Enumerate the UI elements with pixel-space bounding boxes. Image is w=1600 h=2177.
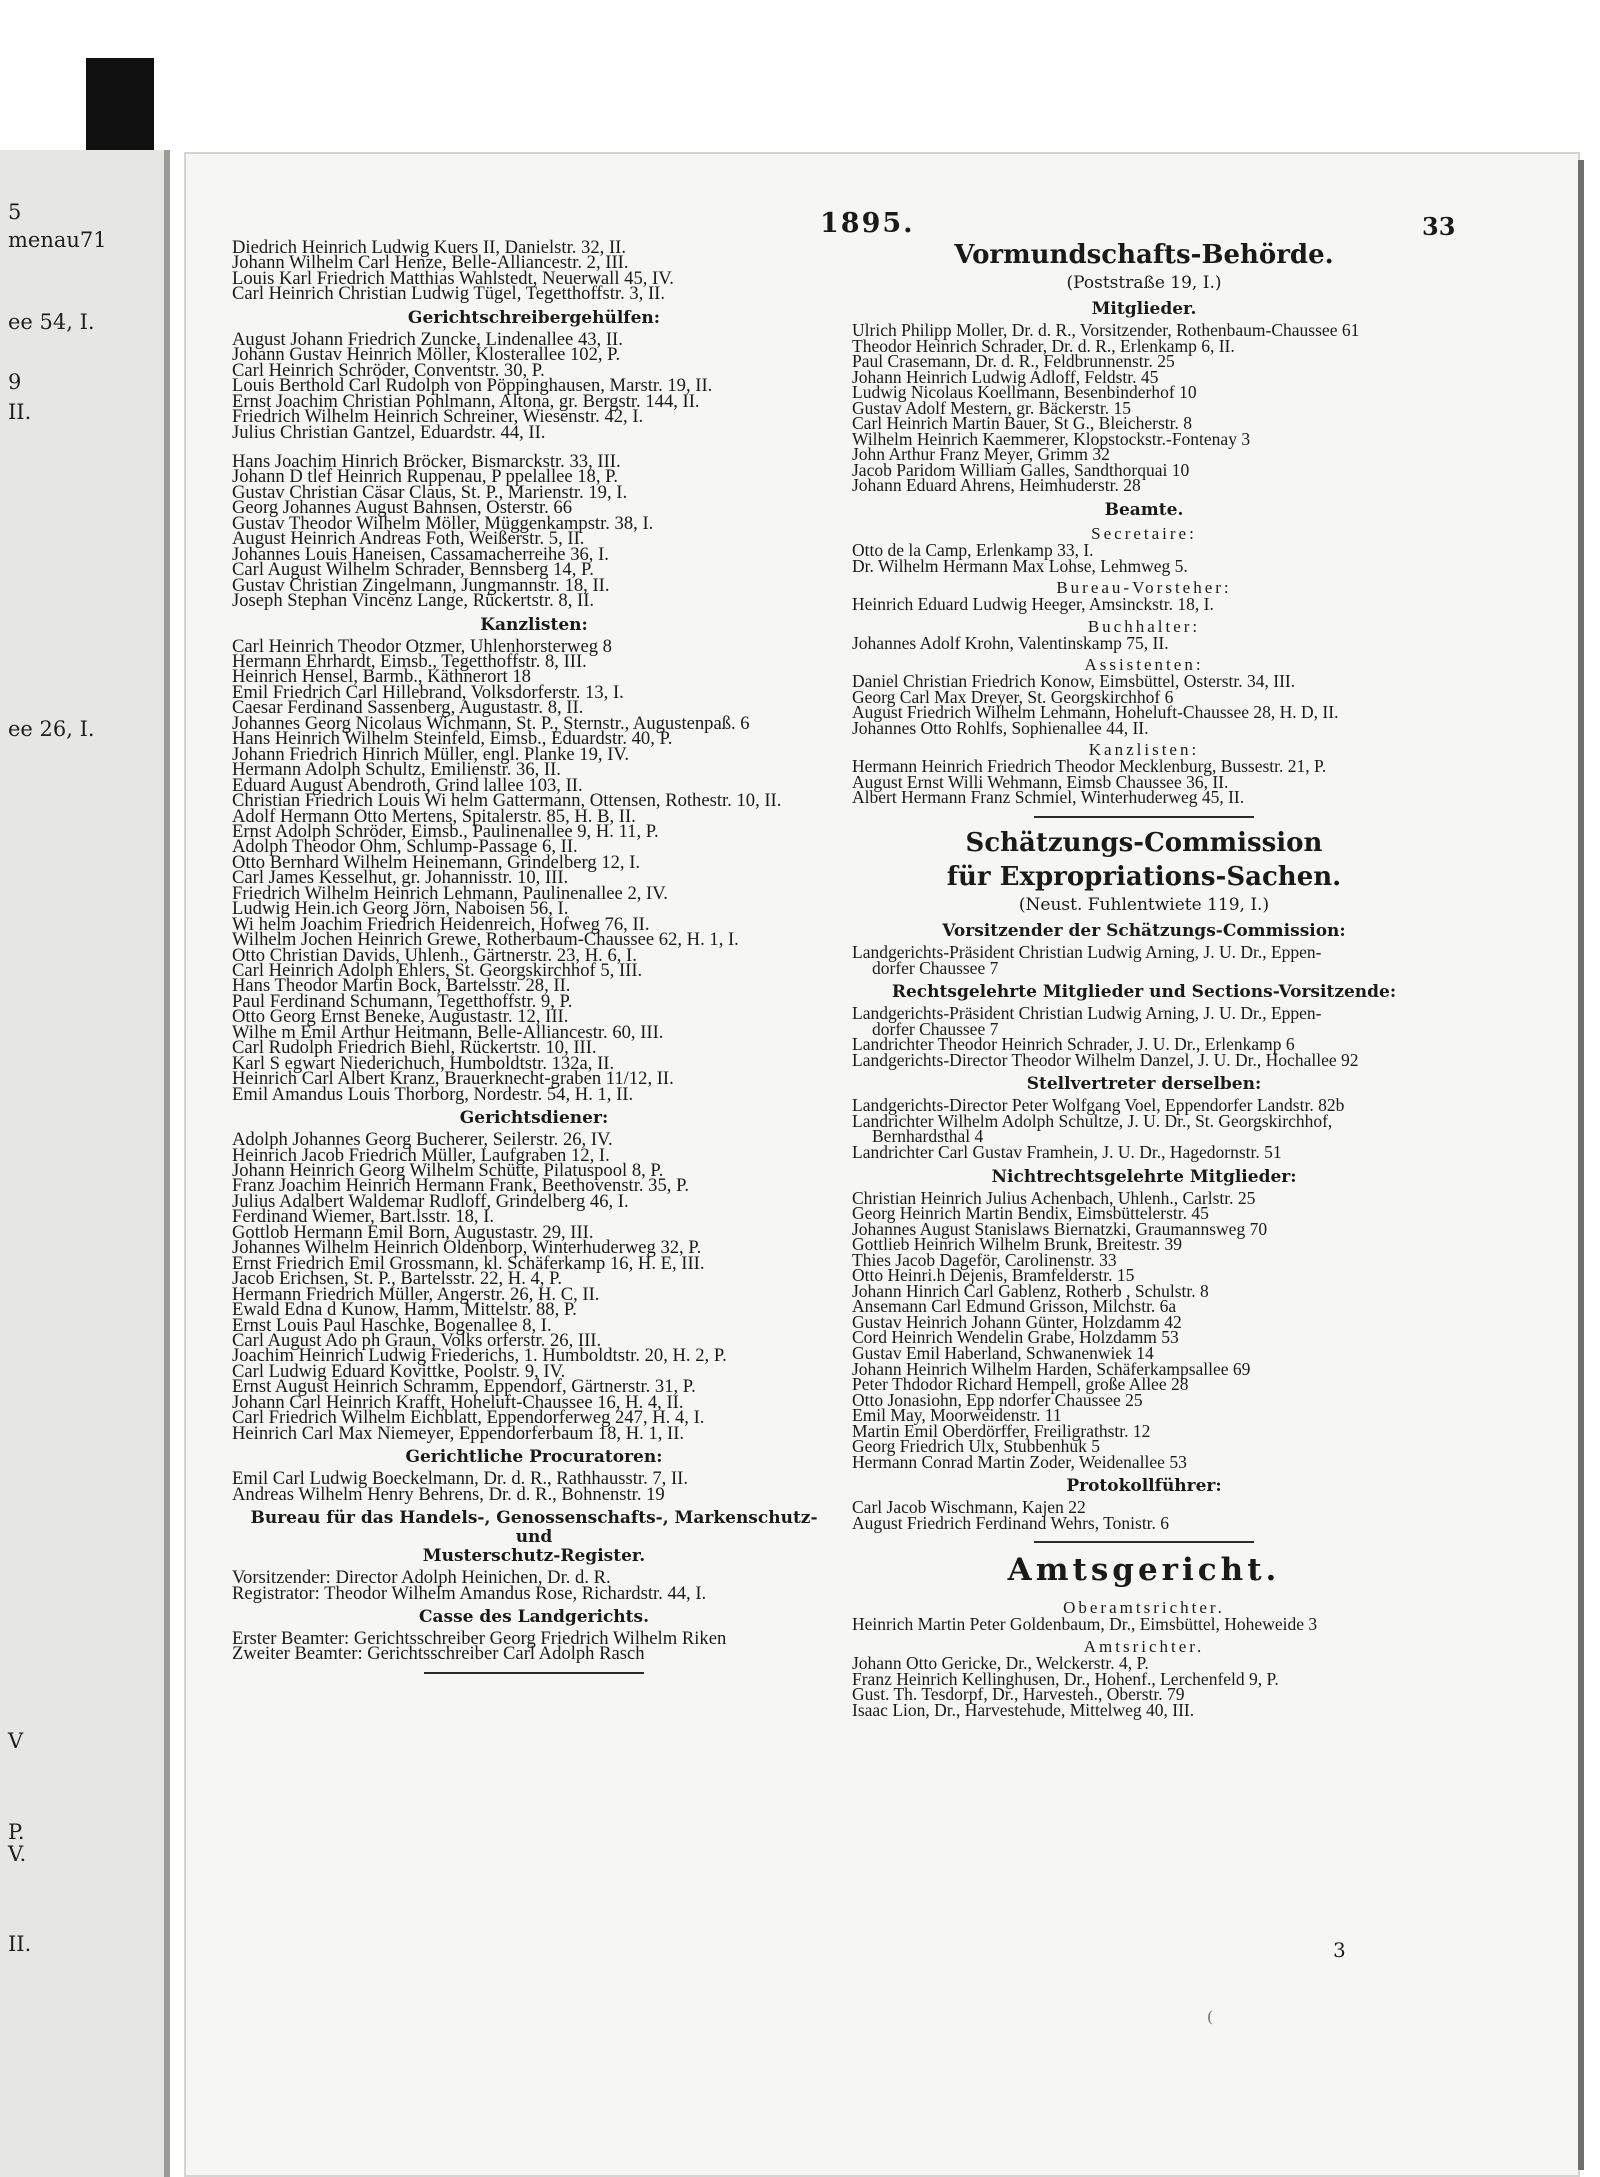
entry-line: Johann Eduard Ahrens, Heimhuderstr. 28 [852,475,1141,496]
entry-line: Carl Heinrich Theodor Otzmer, Uhlenhorsterweg 8 [232,635,612,657]
entry-line: Landgerichts-Präsident Christian Ludwig Arning, J. U. Dr., Eppen- [852,1003,1322,1024]
entry-line: Ferdinand Wiemer, Bart.lsstr. 18, I. [232,1206,495,1228]
entry-line: Emil Carl Ludwig Boeckelmann, Dr. d. R., Rathhausstr. 7, II. [232,1468,689,1490]
entry-line: Isaac Lion, Dr., Harvestehude, Mittelweg 40, III. [852,1699,1195,1720]
prev-page-fragment: ee 54, I. [8,310,95,334]
subheading-secretaire: Secretaire: [1091,524,1197,544]
entry-line: Landrichter Wilhelm Adolph Schultze, J. U. Dr., St. Georgskirchhof, [852,1110,1333,1131]
header-year: 1895. [820,208,915,239]
entry-line: Friedrich Wilhelm Heinrich Schreiner, Wiesenstr. 42, I. [232,406,644,428]
left-column [232,237,836,1684]
entry-line: Johannes Louis Haneisen, Cassamacherreihe 36, I. [232,543,609,565]
prev-page-fragment: ee 26, I. [8,717,95,741]
entry-line: Hermann Ehrhardt, Eimsb., Tegetthoffstr. 8, III. [232,650,587,672]
entry-line: August Johann Friedrich Zuncke, Lindenallee 43, II. [232,328,623,350]
entry-line: Carl Heinrich Adolph Ehlers, St. Georgskirchhof 5, III. [232,960,643,982]
entry-line: Vorsitzender: Director Adolph Heinichen, Dr. d. R. [232,1567,611,1589]
entry-line: Ludwig Nicolaus Koellmann, Besenbinderhof 10 [852,382,1197,403]
entry-line: Carl Rudolph Friedrich Biehl, Rückertstr. 10, III. [232,1037,597,1059]
entry-line: Emil Friedrich Carl Hillebrand, Volksdorferstr. 13, I. [232,681,624,703]
entry-line: Gustav Christian Cäsar Claus, St. P., Marienstr. 19, I. [232,481,628,503]
entry-line: Christian Friedrich Louis Wi helm Gattermann, Ottensen, Rothestr. 10, II. [232,790,782,812]
entry-line: Dr. Wilhelm Hermann Max Lohse, Lehmweg 5. [852,555,1188,576]
entry-line: Carl James Kesselhut, gr. Johannisstr. 10, III. [232,867,569,889]
amtsgericht-title: Amtsgericht. [1007,1552,1281,1589]
entry-line: Gustav Heinrich Johann Günter, Holzdamm 42 [852,1311,1182,1332]
entry-line: Johannes August Stanislaws Biernatzki, Graumannsweg 70 [852,1218,1268,1239]
entry-line: Gustav Christian Zingelmann, Jungmannstr. 18, II. [232,574,610,596]
section-heading-casse: Casse des Landgerichts. [419,1606,649,1627]
vormundschaft-title: Vormundschafts-Behörde. [954,240,1334,270]
entry-line: August Friedrich Ferdinand Wehrs, Tonistr. 6 [852,1512,1170,1533]
entry-line: Landgerichts-Director Peter Wolfgang Voel, Eppendorfer Landstr. 82b [852,1095,1345,1116]
entry-line: Gottlob Hermann Emil Born, Augustastr. 29, III. [232,1221,594,1243]
entry-line: Landrichter Theodor Heinrich Schrader, J. U. Dr., Erlenkamp 6 [852,1034,1295,1055]
entry-line: Franz Heinrich Kellinghusen, Dr., Hohenf., Lerchenfeld 9, P. [852,1668,1279,1689]
mitglieder-list [852,320,1436,496]
kanzlisten-list [232,635,836,1105]
entry-line: Carl Jacob Wischmann, Kajen 22 [852,1497,1086,1518]
entry-line: Ernst Louis Paul Haschke, Bogenallee 8, I. [232,1314,552,1336]
section-divider [1034,1541,1254,1543]
entry-line: Landgerichts-Präsident Christian Ludwig Arning, J. U. Dr., Eppen- [852,942,1322,963]
entry-line: Carl Heinrich Martin Bauer, St G., Bleicherstr. 8 [852,413,1192,434]
entry-line: Carl August Ado ph Graun, Volks orferstr. 26, III. [232,1330,602,1351]
entry-line: Jacob Erichsen, St. P., Bartelsstr. 22, H. 4, P. [232,1268,563,1290]
entry-line: Johann Carl Heinrich Krafft, Hoheluft-Chaussee 16, H. 4, II. [232,1391,684,1413]
entry-line: Johann Gustav Heinrich Möller, Klosterallee 102, P. [232,344,621,366]
section-heading-gehuelfen: Gerichtschreibergehülfen: [407,307,661,328]
casse-list [232,1627,836,1665]
entry-line: Heinrich Martin Peter Goldenbaum, Dr., Eimsbüttel, Hoheweide 3 [852,1614,1318,1635]
prev-page-fragment: 5 [8,200,22,224]
entry-line: Johannes Georg Nicolaus Wichmann, St. P., Sternstr., Augustenpaß. 6 [232,712,750,734]
entry-line: Jacob Paridom William Galles, Sandthorquai 10 [852,459,1190,480]
entry-line: Theodor Heinrich Schrader, Dr. d. R., Erlenkamp 6, II. [852,335,1235,356]
entry-line: Georg Carl Max Dreyer, St. Georgskirchhof 6 [852,686,1174,707]
entry-line: Johann Wilhelm Carl Henze, Belle-Alliancestr. 2, III. [232,252,629,274]
entry-line: Ernst Joachim Christian Pohlmann, Altona, gr. Bergstr. 144, II. [232,390,700,412]
entry-line: Landrichter Carl Gustav Framhein, J. U. Dr., Hagedornstr. 51 [852,1141,1282,1162]
entry-line: Heinrich Carl Max Niemeyer, Eppendorferbaum 18, H. 1, II. [232,1422,685,1444]
entry-line: Carl August Wilhelm Schrader, Bennsberg 14, P. [232,559,594,581]
entry-line: Otto Jonasiohn, Epp ndorfer Chaussee 25 [852,1389,1143,1410]
entry-line: dorfer Chaussee 7 [872,957,999,978]
section-heading-nichtrechtsgelehrte: Nichtrechtsgelehrte Mitglieder: [991,1166,1297,1187]
entry-line: Carl Ludwig Eduard Kovittke, Poolstr. 9, IV. [232,1360,566,1382]
bureau-list [232,1567,836,1604]
entry-line: Heinrich Jacob Friedrich Müller, Laufgraben 12, I. [232,1144,610,1166]
entry-line: Caesar Ferdinand Sassenberg, Augustastr. 8, II. [232,697,584,719]
entry-line: Daniel Christian Friedrich Konow, Eimsbüttel, Osterstr. 34, III. [852,671,1296,692]
section-heading-kanzlisten: Kanzlisten: [480,614,588,635]
subheading-bureau-vorsteher: Bureau-Vorsteher: [1056,578,1232,598]
entry-line: Emil May, Moorweidenstr. 11 [852,1405,1062,1426]
section-heading-bureau-2: Musterschutz-Register. [422,1546,646,1567]
entry-line: Martin Emil Oberdörffer, Freiligrathstr. 12 [852,1420,1151,1441]
vormundschaft-address: (Poststraße 19, I.) [1066,273,1222,293]
entry-line: Ewald Edna d Kunow, Hamm, Mittelstr. 88, P. [232,1299,577,1321]
entry-line: Joseph Stephan Vincenz Lange, Rückertstr. 8, II. [232,590,595,612]
entry-line: Ulrich Philipp Moller, Dr. d. R., Vorsitzender, Rothenbaum-Chaussee 61 [852,320,1360,340]
entry-line: August Friedrich Wilhelm Lehmann, Hoheluft-Chaussee 28, H. D, II. [852,702,1339,723]
entry-line: Hermann Heinrich Friedrich Theodor Mecklenburg, Bussestr. 21, P. [852,756,1327,777]
prev-page-fragment: menau71 [8,228,107,252]
subheading-amtsrichter: Amtsrichter. [1083,1636,1205,1656]
group2-list [232,450,836,612]
right-column [852,240,1436,1718]
entry-line: Johann Heinrich Georg Wilhelm Schütte, Pilatuspool 8, P. [232,1160,664,1182]
previous-page-border [164,150,170,2177]
entry-line: Heinrich Eduard Ludwig Heeger, Amsinckstr. 18, I. [852,594,1214,615]
entry-line: Gust. Th. Tesdorpf, Dr., Harvesteh., Oberstr. 79 [852,1684,1185,1705]
entry-line: Wilhe m Emil Arthur Heitmann, Belle-Alliancestr. 60, III. [232,1021,664,1043]
section-heading-protokoll: Protokollführer: [1066,1476,1222,1497]
entry-line: Georg Johannes August Bahnsen, Osterstr. 66 [232,497,572,519]
entry-line: Ernst Friedrich Emil Grossmann, kl. Schäferkamp 16, H. E, III. [232,1252,705,1274]
section-heading-bureau: Bureau für das Handels-, Genossenschafts-, Markenschutz- und [250,1508,818,1548]
entry-line: Adolph Theodor Ohm, Schlump-Passage 6, II. [232,836,578,858]
entry-line: Carl Heinrich Christian Ludwig Tügel, Tegetthoffstr. 3, II. [232,283,665,305]
gehuelfen-list [232,328,836,443]
entry-line: Ludwig Hein.ich Georg Jörn, Naboisen 56, I. [232,898,569,920]
entry-line: Gustav Theodor Wilhelm Möller, Müggenkampstr. 38, I. [232,512,654,534]
entry-line: Ernst Adolph Schröder, Eimsb., Paulinenallee 9, H. 11, P. [232,820,659,842]
entry-line: Johannes Otto Rohlfs, Sophienallee 44, II. [852,717,1149,738]
subheading-assistenten: Assistenten: [1084,655,1204,675]
entry-line: Karl S egwart Niederichuch, Humboldtstr. 132a, II. [232,1052,615,1074]
procuratoren-list [232,1468,836,1505]
subheading-buchhalter: Buchhalter: [1087,616,1201,636]
entry-line: Heinrich Hensel, Barmb., Käthnerort 18 [232,666,531,688]
entry-line: Johannes Wilhelm Heinrich Oldenborp, Winterhuderweg 32, P. [232,1237,702,1259]
entry-line: Johann Heinrich Wilhelm Harden, Schäferkampsallee 69 [852,1358,1251,1379]
entry-line: Julius Christian Gantzel, Eduardstr. 44, II. [232,421,546,443]
prev-page-fragment: II. [8,1932,32,1956]
entry-line: Adolf Hermann Otto Mertens, Spitalerstr. 85, H. B, II. [232,805,636,827]
subheading-kanzlisten: Kanzlisten: [1088,740,1200,760]
entry-line: Hans Theodor Martin Bock, Bartelsstr. 28, II. [232,975,571,997]
entry-line: Hans Joachim Hinrich Bröcker, Bismarckstr. 33, III. [232,450,621,472]
entry-line: Wilhelm Jochen Heinrich Grewe, Rotherbaum-Chaussee 62, H. 1, I. [232,929,739,951]
schaetzung-title-2: für Expropriations-Sachen. [946,862,1342,893]
page-edge-shadow [1578,160,1584,2170]
entry-line: Carl Friedrich Wilhelm Eichblatt, Eppendorferweg 247, H. 4, I. [232,1407,705,1429]
entry-line: Albert Hermann Franz Schmiel, Winterhuderweg 45, II. [852,787,1245,808]
nichtrechts-list [852,1187,1436,1472]
entry-line: August Heinrich Andreas Foth, Weißerstr. 5, II. [232,528,585,550]
entry-line: Christian Heinrich Julius Achenbach, Uhlenh., Carlstr. 25 [852,1187,1256,1208]
entry-line: Gustav Adolf Mestern, gr. Bäckerstr. 15 [852,397,1131,418]
entry-line: Hermann Adolph Schultz, Emilienstr. 36, II. [232,759,561,781]
entry-line: Bernhardsthal 4 [872,1126,984,1147]
entry-line: Joachim Heinrich Ludwig Friederichs, 1. Humboldtstr. 20, H. 2, P. [232,1345,727,1367]
entry-line: Louis Berthold Carl Rudolph von Pöppinghausen, Marstr. 19, II. [232,375,713,397]
entry-line: Otto Georg Ernst Beneke, Augustastr. 12, III. [232,1006,569,1028]
entry-line: Erster Beamter: Gerichtsschreiber Georg Friedrich Wilhelm Riken [232,1627,727,1649]
schaetzung-address: (Neust. Fuhlentwiete 119, I.) [1018,895,1270,916]
entry-line: Wi helm Joachim Friedrich Heidenreich, Hofweg 76, II. [232,913,650,935]
section-heading-rechtsgelehrte: Rechtsgelehrte Mitglieder und Sections-Vorsitzende: [891,982,1397,1003]
top-entries [232,237,836,305]
previous-page-edge [0,150,170,2177]
entry-line: Eduard August Abendroth, Grind lallee 103, II. [232,774,583,796]
prev-page-fragment: V [8,1729,24,1753]
entry-line: Ernst August Heinrich Schramm, Eppendorf, Gärtnerstr. 31, P. [232,1376,696,1398]
subheading-oberamtsrichter: Oberamtsrichter. [1063,1598,1225,1618]
entry-line: Georg Heinrich Martin Bendix, Eimsbüttelerstr. 45 [852,1203,1209,1224]
prev-page-fragment: II. [8,400,32,424]
prev-page-fragment: 9 [8,370,22,394]
entry-line: Gustav Emil Haberland, Schwanenwiek 14 [852,1342,1154,1363]
section-divider [1034,816,1254,818]
schaetzung-title-1: Schätzungs-Commission [965,828,1323,859]
entry-line: Ansemann Carl Edmund Grisson, Milchstr. 6a [852,1296,1177,1317]
entry-line: Zweiter Beamter: Gerichtsschreiber Carl Adolph Rasch [232,1643,645,1665]
signature-mark: 3 [1333,1938,1346,1962]
section-divider [424,1672,644,1674]
entry-line: Peter Thdodor Richard Hempell, große Allee 28 [852,1374,1189,1395]
entry-line: Heinrich Carl Albert Kranz, Brauerknecht-graben 11/12, II. [232,1068,674,1090]
section-heading-procuratoren: Gerichtliche Procuratoren: [405,1447,663,1468]
entry-line: Friedrich Wilhelm Heinrich Lehmann, Paulinenallee 2, IV. [232,882,668,904]
entry-line: Otto Heinri.h Dejenis, Bramfelderstr. 15 [852,1265,1135,1286]
entry-line: Andreas Wilhelm Henry Behrens, Dr. d. R., Bohnenstr. 19 [232,1483,665,1505]
section-heading-vorsitzender: Vorsitzender der Schätzungs-Commission: [942,921,1346,942]
entry-line: Franz Joachim Heinrich Hermann Frank, Beethovenstr. 35, P. [232,1175,689,1197]
entry-line: dorfer Chaussee 7 [872,1018,999,1039]
entry-line: Louis Karl Friedrich Matthias Wahlstedt, Neuerwall 45, IV. [232,267,674,289]
section-heading-mitglieder: Mitglieder. [1091,299,1197,319]
entry-line: Hermann Conrad Martin Zoder, Weidenallee 53 [852,1451,1187,1472]
entry-line: Johann Friedrich Hinrich Müller, engl. Planke 19, IV. [232,743,630,765]
entry-line: Johann Hinrich Carl Gablenz, Rotherb , Schulstr. 8 [852,1280,1209,1301]
entry-line: Thies Jacob Dageför, Carolinenstr. 33 [852,1249,1117,1270]
entry-line: Diedrich Heinrich Ludwig Kuers II, Danielstr. 32, II. [232,237,626,258]
entry-line: Otto Christian Davids, Uhlenh., Gärtnerstr. 23, H. 6, I. [232,944,637,966]
entry-line: Paul Crasemann, Dr. d. R., Feldbrunnenstr. 25 [852,351,1175,372]
stray-mark: ( [1207,2008,1213,2026]
entry-line: Cord Heinrich Wendelin Grabe, Holzdamm 53 [852,1327,1179,1348]
entry-line: Otto de la Camp, Erlenkamp 33, I. [852,540,1094,561]
entry-line: Carl Heinrich Schröder, Conventstr. 30, P. [232,359,545,381]
entry-line: Johannes Adolf Krohn, Valentinskamp 75, II. [852,632,1169,653]
entry-line: Georg Friedrich Ulx, Stubbenhuk 5 [852,1436,1101,1457]
section-heading-diener: Gerichtsdiener: [459,1108,609,1129]
entry-line: John Arthur Franz Meyer, Grimm 32 [852,444,1110,465]
entry-line: Registrator: Theodor Wilhelm Amandus Rose, Richardstr. 44, I. [232,1582,707,1604]
section-heading-beamte: Beamte. [1104,500,1184,521]
entry-line: Otto Bernhard Wilhelm Heinemann, Grindelberg 12, I. [232,851,641,873]
entry-line: Johann Otto Gericke, Dr., Welckerstr. 4, P. [852,1652,1149,1673]
diener-list [232,1129,836,1444]
entry-line: Julius Adalbert Waldemar Rudloff, Grindelberg 46, I. [232,1190,629,1212]
entry-line: Gottlieb Heinrich Wilhelm Brunk, Breitestr. 39 [852,1234,1182,1255]
entry-line: Hermann Friedrich Müller, Angerstr. 26, H. C, II. [232,1283,600,1305]
entry-line: Hans Heinrich Wilhelm Steinfeld, Eimsb., Eduardstr. 40, P. [232,728,673,750]
prev-page-fragment: P. [8,1820,25,1844]
entry-line: August Ernst Willi Wehmann, Eimsb Chaussee 36, II. [852,771,1229,792]
entry-line: Johann Heinrich Ludwig Adloff, Feldstr. 45 [852,366,1159,387]
header-page-number: 33 [1422,212,1456,241]
section-heading-stellvertreter: Stellvertreter derselben: [1026,1074,1262,1095]
entry-line: Emil Amandus Louis Thorborg, Nordestr. 54, H. 1, II. [232,1083,634,1105]
entry-line: Landgerichts-Director Theodor Wilhelm Danzel, J. U. Dr., Hochallee 92 [852,1049,1359,1070]
entry-line: Wilhelm Heinrich Kaemmerer, Klopstockstr.-Fontenay 3 [852,428,1251,449]
entry-line: Johann D tlef Heinrich Ruppenau, P ppelallee 18, P. [232,466,619,488]
entry-line: Adolph Johannes Georg Bucherer, Seilerstr. 26, IV. [232,1129,613,1151]
prev-page-fragment: V. [8,1842,27,1866]
entry-line: Paul Ferdinand Schumann, Tegetthoffstr. 9, P. [232,990,573,1012]
